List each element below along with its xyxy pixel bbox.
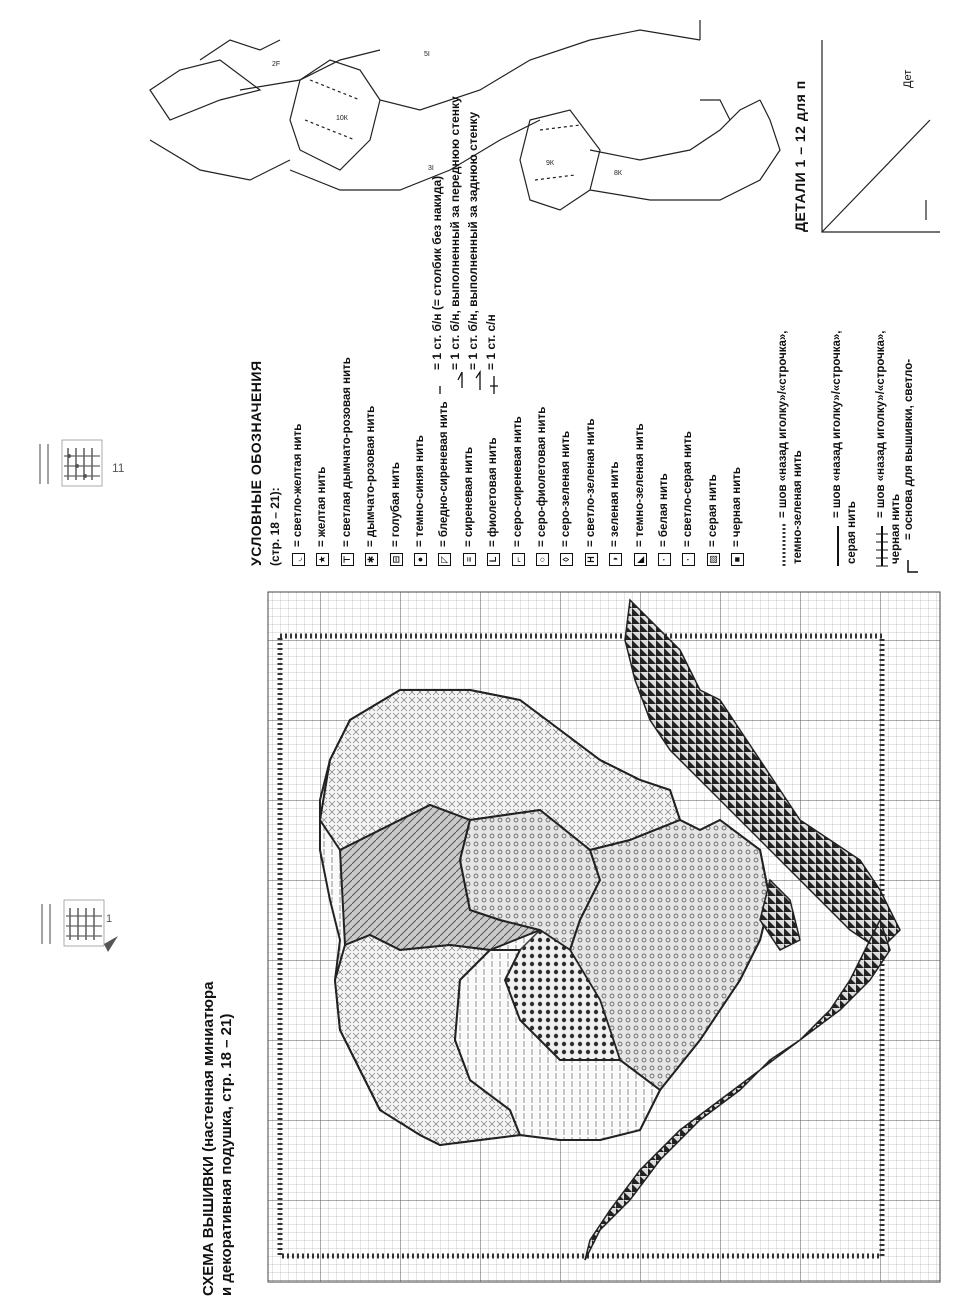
legend-item — [485, 437, 501, 566]
legend-item — [632, 423, 648, 566]
legend-symbol-icon: ◊ — [560, 553, 573, 566]
part-label: 5I — [424, 51, 430, 58]
stitch-note: = 1 ст. б/н, выполненный за заднюю стенку — [466, 111, 480, 370]
legend-label: = сиреневая нить — [462, 446, 475, 547]
legend-label: = светло-желтая нить — [292, 423, 304, 547]
legend-line-color: темно-зеленая нить — [792, 450, 804, 564]
legend-item — [705, 474, 721, 566]
legend-item — [680, 431, 696, 566]
legend-symbol-icon: ○ — [536, 553, 549, 566]
stitch-diagram-bottom — [42, 900, 118, 952]
chart-title-line2: и декоративная подушка, стр. 18 – 21) — [218, 1013, 235, 1296]
legend-symbol-icon: ■ — [731, 553, 744, 566]
legend-symbol-icon: ◸ — [438, 553, 451, 566]
legend-item — [290, 424, 306, 566]
stitch-diagram-top-ref: 11 — [112, 461, 125, 475]
chart-title — [200, 982, 236, 1297]
legend-item — [363, 406, 379, 566]
legend-item — [314, 467, 330, 566]
legend-symbol-icon: ★ — [316, 553, 329, 566]
legend-symbol-icon: ⌐ — [511, 553, 524, 566]
legend-line-label: = шов «назад иголку»/«строчка», — [777, 330, 789, 518]
legend-symbol-icon: ◣ — [633, 553, 646, 566]
legend-label: = темно-синяя нить — [414, 435, 426, 547]
legend-subtitle: (стр. 18 – 21): — [268, 487, 282, 566]
stitch-notes — [428, 96, 500, 370]
legend-line-label: = шов «назад иголку»/«строчка», — [831, 330, 843, 518]
legend-symbol-icon: · — [658, 553, 671, 566]
stitch-note: = 1 ст. с/н — [484, 314, 498, 370]
legend-item — [510, 416, 526, 566]
legend-item — [558, 431, 574, 566]
legend-symbol-icon: ⊟ — [389, 553, 402, 566]
legend-label: = серо-зеленая нить — [560, 430, 573, 547]
legend-item — [461, 447, 477, 566]
part-label: 9К — [546, 160, 554, 167]
stitch-note: = 1 ст. б/н (= столбик без накида) — [430, 175, 444, 370]
part-label: 3I — [428, 165, 434, 172]
legend-symbol-icon: ◟ — [292, 553, 305, 566]
chart-title-line1: СХЕМА ВЫШИВКИ (настенная миниатюра — [200, 981, 217, 1296]
part-label: 8К — [614, 170, 622, 177]
legend-symbol-icon: ⊤ — [340, 553, 353, 566]
det-label: Дет — [902, 69, 914, 88]
legend-symbol-icon: H — [584, 553, 597, 566]
legend-label: = светлая дымчато-розовая нить — [340, 357, 353, 547]
legend-label: = серо-сиреневая нить — [511, 416, 524, 547]
part-label: 10К — [336, 115, 348, 122]
legend-item — [656, 473, 672, 566]
legend-symbol-icon: ∙ — [682, 553, 695, 566]
legend-label: = серо-фиолетовая нить — [536, 406, 548, 547]
legend-base: = основа для вышивки, светло- — [903, 358, 915, 540]
legend-label: = серая нить — [706, 474, 719, 547]
legend-item — [436, 401, 452, 566]
legend-symbol-icon: ≡ — [462, 553, 475, 566]
legend-symbol-icon: ▨ — [706, 553, 719, 566]
legend-symbol-icon: ✱ — [365, 553, 378, 566]
stitch-diagram-bottom-ref: 1 — [106, 913, 113, 925]
legend-label: = черная нить — [731, 467, 744, 547]
legend-label: = светло-зеленая нить — [584, 418, 597, 547]
legend-label: = фиолетовая нить — [487, 437, 500, 547]
legend-line-item — [830, 330, 860, 564]
legend-item — [583, 419, 599, 566]
legend-label: = голубая нить — [389, 462, 402, 547]
legend-item — [412, 435, 428, 566]
legend-symbol-icon: ◑ — [609, 553, 622, 566]
legend-label: = дымчато-розовая нить — [365, 405, 378, 547]
legend-label: = белая нить — [658, 473, 670, 547]
legend-symbol-icon: L — [487, 553, 500, 566]
legend-label: = светло-серая нить — [682, 431, 695, 547]
legend-label: = желтая нить — [316, 466, 329, 547]
legend-item — [339, 357, 355, 566]
legend-line-color: черная нить — [890, 493, 902, 564]
legend-symbol-icon: ● — [414, 553, 427, 566]
legend-line-item — [776, 330, 806, 564]
legend-item — [388, 462, 404, 566]
parts-title: ДЕТАЛИ 1 – 12 для п — [792, 80, 808, 232]
stitch-diagram-top — [40, 440, 102, 486]
parts-panel — [822, 40, 940, 232]
legend-label: = бледно-сиреневая нить — [438, 401, 451, 547]
legend-item — [729, 467, 745, 566]
stitch-note-symbols — [440, 372, 498, 394]
legend-item — [534, 407, 550, 566]
legend-item — [607, 462, 623, 566]
legend-line-label: = шов «назад иголку»/«строчка», — [875, 330, 887, 518]
embroidery-chart — [268, 592, 940, 1282]
part-label: 2F — [272, 61, 281, 68]
legend-line-item — [874, 330, 904, 564]
legend-title: УСЛОВНЫЕ ОБОЗНАЧЕНИЯ — [248, 360, 264, 566]
legend-line-color: серая нить — [846, 501, 858, 564]
legend-label: = темно-зеленая нить — [633, 423, 646, 547]
legend-label: = зеленая нить — [609, 461, 622, 547]
stitch-note: = 1 ст. б/н, выполненный за переднюю стенку — [448, 96, 462, 370]
